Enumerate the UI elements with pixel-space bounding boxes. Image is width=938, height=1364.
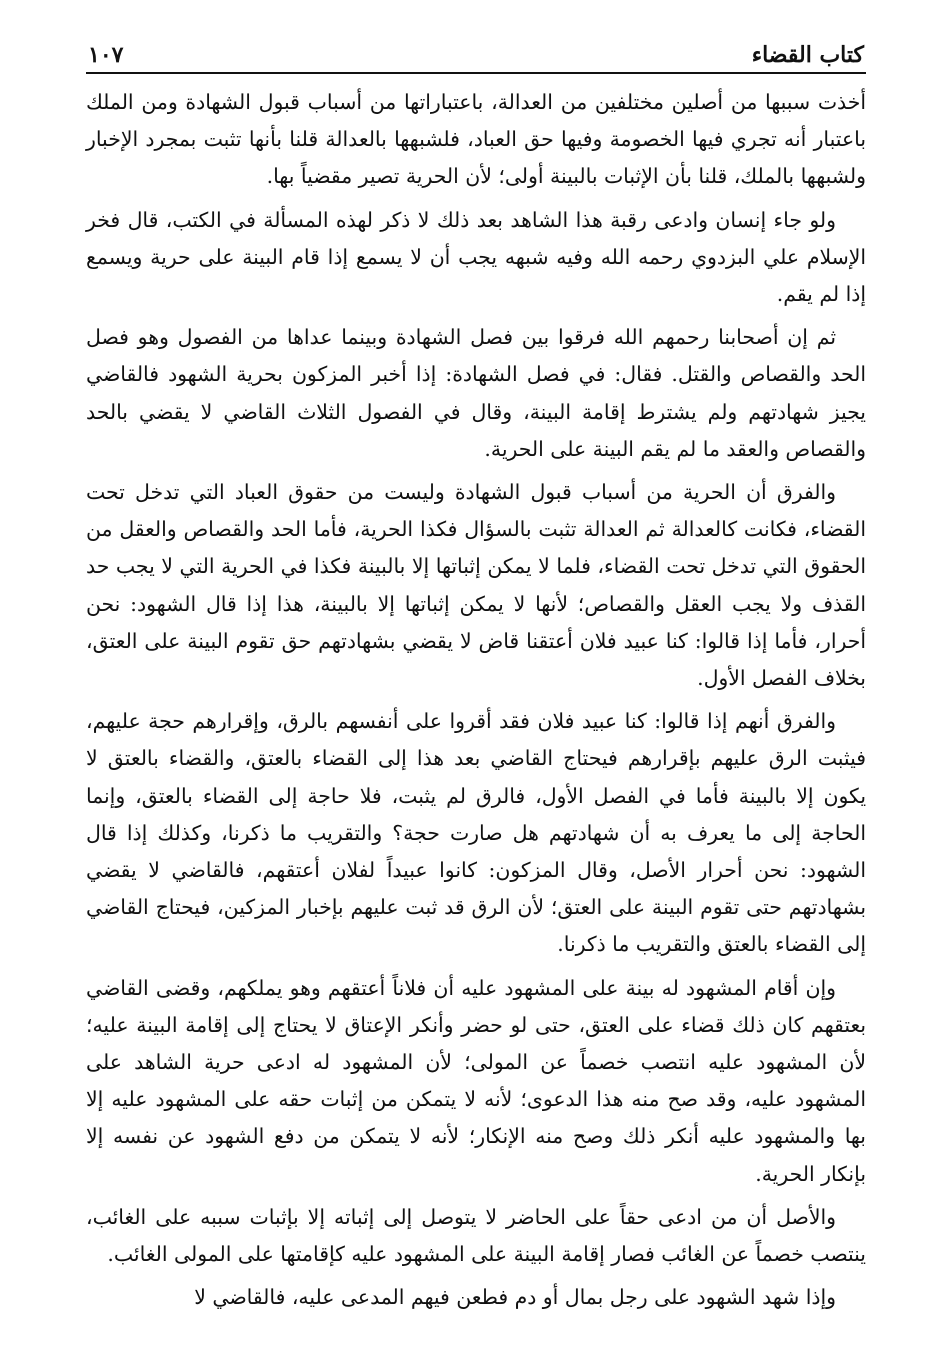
paragraph: ولو جاء إنسان وادعى رقبة هذا الشاهد بعد ذلك لا ذكر لهذه المسألة في الكتب، قال فخر الإسلام علي البزدوي رحمه الله وفيه شبهه يجب أن لا يسمع إذا قام البينة على حرية ويسمع إذا لم يقم. <box>86 207 866 307</box>
paragraph: والفرق أن الحرية من أسباب قبول الشهادة وليست من حقوق العباد التي تدخل تحت القضاء، فكانت كالعدالة ثم العدالة تثبت بالسؤال فكذا الحرية، فأما الحد والقصاص والعقل من الحقوق التي تدخل تحت القضاء، فلما لا يمكن إثباتها إلا بالبينة فكذا في الحرية التي لا يجب حد القذف ولا يجب العقل والقصاص؛ لأنها لا يمكن إثباتها إلا بالبينة، هذا إذا قال الشهود: نحن أحرار، فأما إذا قالوا: كنا عبيد فلان أعتقنا قاض لا يقضي بشهادتهم حق تقوم البينة على العتق، بخلاف الفصل الأول. <box>86 480 866 691</box>
paragraph: أخذت سببها من أصلين مختلفين من العدالة، باعتباراتها من أسباب قبول الشهادة ومن الملك باعتبار أنه تجري فيها الخصومة وفيها حق العباد، فلشبهها بالعدالة قلنا بأنها تثبت بمجرد الإخبار ولشبهها بالملك، قلنا بأن الإثبات بالبينة أولى؛ لأن الحرية تصير مقضياً بها. <box>86 90 866 189</box>
book-page <box>86 30 866 1350</box>
paragraph: والفرق أنهم إذا قالوا: كنا عبيد فلان فقد أقروا على أنفسهم بالرق، وإقرارهم حجة عليهم، فيثبت الرق عليهم بإقرارهم فيحتاج القاضي بعد هذا إلى القضاء بالعتق، والقضاء بالعتق لا يكون إلا بالبينة فأما في الفصل الأول، فالرق لم يثبت، فلا حاجة إلى القضاء بالعتق، وإنما الحاجة إلى ما يعرف به أن شهادتهم هل صارت حجة؟ والتقريب ما ذكرنا، وكذلك إذا قال الشهود: نحن أحرار الأصل، وقال المزكون: كانوا عبيداً لفلان أعتقهم، فالقاضي لا يقضي بشهادتهم حتى تقوم البينة على العتق؛ لأن الرق قد ثبت عليهم بإخبار المزكين، فيحتاج القاضي إلى القضاء بالعتق والتقريب ما ذكرنا. <box>86 709 866 957</box>
chapter-title: كتاب القضاء <box>751 42 864 68</box>
header-rule <box>86 72 866 74</box>
paragraph: وإذا شهد الشهود على رجل بمال أو دم فطعن فيهم المدعى عليه، فالقاضي لا <box>194 1285 836 1310</box>
body-text <box>86 84 866 1317</box>
paragraph: وإن أقام المشهود له بينة على المشهود عليه أن فلاناً أعتقهم وهو يملكهم، وقضى القاضي بعتقهم كان ذلك قضاء على العتق، حتى لو حضر وأنكر الإعتاق لا يحتاج إلى إقامة البينة عليه؛ لأن المشهود عليه انتصب خصماً عن المولى؛ لأن المشهود له ادعى حرية الشاهد على المشهود عليه، وقد صح منه هذا الدعوى؛ لأنه لا يتمكن من إثبات حقه على المشهود عليه إلا بها والمشهود عليه أنكر ذلك وصح منه الإنكار؛ لأنه لا يتمكن من دفع الشهود عن نفسه إلا بإنكار الحرية. <box>86 975 866 1186</box>
page-number: ١٠٧ <box>88 42 124 68</box>
running-head <box>86 30 866 72</box>
paragraph: ثم إن أصحابنا رحمهم الله فرقوا بين فصل الشهادة وبينما عداها من الفصول وهو فصل الحد والقصاص والقتل. فقال: في فصل الشهادة: إذا أخبر المزكون بحرية الشهود فالقاضي يجيز شهادتهم ولم يشترط إقامة البينة، وقال في الفصول الثلاث القاضي لا يقضي بالحد والقصاص والعقد ما لم يقم البينة على الحرية. <box>86 325 866 461</box>
paragraph: والأصل أن من ادعى حقاً على الحاضر لا يتوصل إلى إثباته إلا بإثبات سببه على الغائب، ينتصب خصماً عن الغائب فصار إقامة البينة على المشهود عليه كإقامتها على المولى الغائب. <box>86 1204 866 1267</box>
